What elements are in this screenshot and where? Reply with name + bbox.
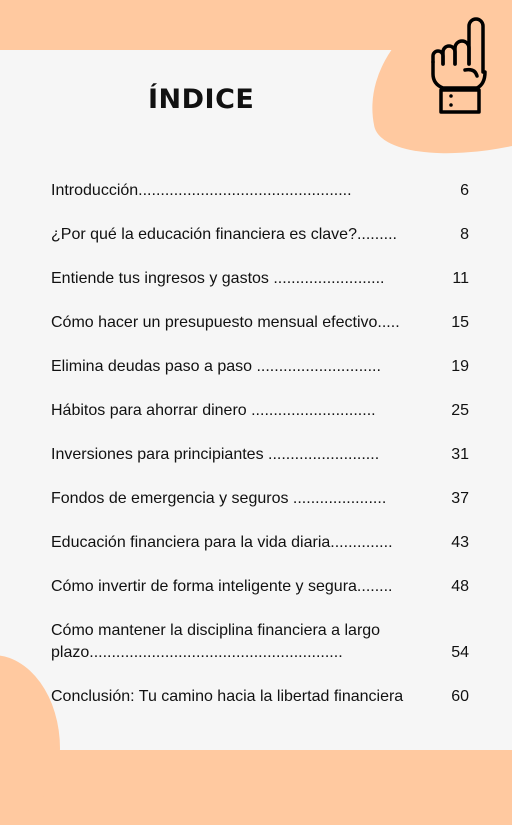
toc-entry-page: 25: [451, 402, 469, 419]
toc-entry[interactable]: [51, 532, 471, 554]
toc-entry[interactable]: [51, 180, 471, 202]
toc-entry[interactable]: [51, 312, 471, 334]
toc-entry-label: Introducción................................................: [51, 182, 352, 199]
toc-entry-label: Elimina deudas paso a paso ............................: [51, 358, 381, 375]
toc-entry-page: 19: [451, 358, 469, 375]
toc-entry-label: Fondos de emergencia y seguros .....................: [51, 490, 387, 507]
toc-entry[interactable]: [51, 686, 471, 708]
toc-entry[interactable]: [51, 224, 471, 246]
toc-entry-page: 37: [451, 490, 469, 507]
toc-entry-label: Cómo invertir de forma inteligente y segura........: [51, 578, 393, 595]
toc-entry[interactable]: [51, 356, 471, 378]
toc-entry[interactable]: [51, 488, 471, 510]
toc-entry-label: Educación financiera para la vida diaria..............: [51, 534, 393, 551]
toc-entry[interactable]: [51, 268, 471, 290]
toc-entry-page: 8: [460, 226, 469, 243]
toc-entry-label: ¿Por qué la educación financiera es clave?.........: [51, 226, 397, 243]
toc-entry[interactable]: [51, 576, 471, 598]
toc-entry-label: Cómo hacer un presupuesto mensual efectivo.....: [51, 314, 400, 331]
toc-entry-page: 31: [451, 446, 469, 463]
toc-entry-page: 60: [451, 688, 469, 705]
toc-entry-page: 43: [451, 534, 469, 551]
toc-entry[interactable]: [51, 400, 471, 422]
toc-entry[interactable]: [51, 620, 471, 664]
toc-entry-page: 11: [452, 270, 469, 287]
toc-entry-page: 15: [451, 314, 469, 331]
toc-entry-label: Hábitos para ahorrar dinero ............................: [51, 402, 376, 419]
page-title: ÍNDICE: [148, 84, 255, 115]
pointing-hand-icon: [425, 12, 497, 120]
toc-entry-label: Conclusión: Tu camino hacia la libertad financiera: [51, 688, 404, 705]
toc-entry-label: Cómo mantener la disciplina financiera a largo plazo.........................................................: [51, 622, 381, 661]
table-of-contents: [51, 180, 471, 708]
toc-entry-label: Inversiones para principiantes .........................: [51, 446, 380, 463]
toc-entry[interactable]: [51, 444, 471, 466]
toc-entry-page: 48: [451, 578, 469, 595]
toc-entry-label: Entiende tus ingresos y gastos .........................: [51, 270, 385, 287]
toc-entry-page: 6: [460, 182, 469, 199]
toc-entry-page: 54: [451, 644, 469, 661]
